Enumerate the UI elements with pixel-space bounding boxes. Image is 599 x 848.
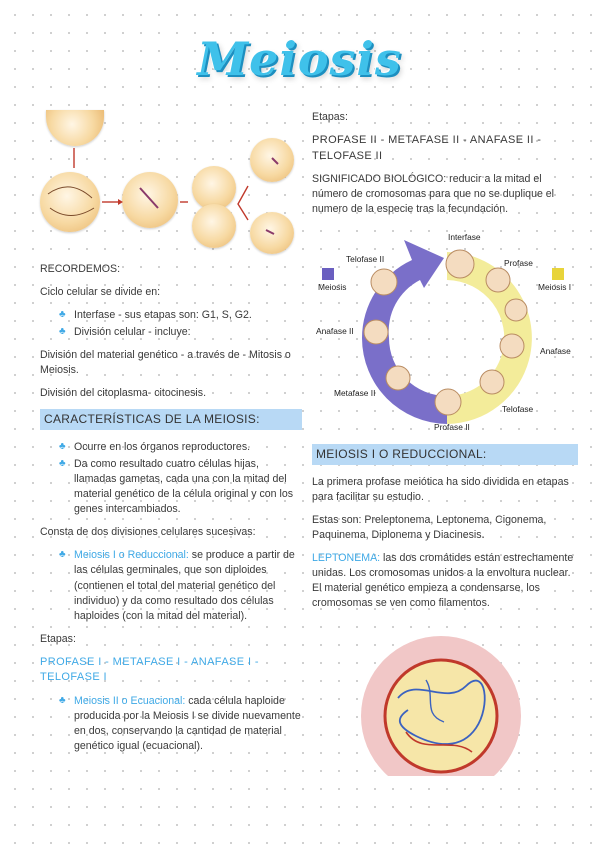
division-citoplasma-text: División del citoplasma- citocinesis. xyxy=(40,387,207,400)
club-bullet-icon: ♣ xyxy=(59,549,66,561)
consta-text: Consta de dos divisiones celulares sucesivas: xyxy=(40,526,256,539)
left-column xyxy=(40,262,302,762)
meiosis2-term: Meiosis II o Ecuacional: xyxy=(74,694,186,707)
club-bullet-icon: ♣ xyxy=(59,441,66,453)
list-item: ♣ Ocurre en los órganos reproductores. xyxy=(59,441,251,454)
division-material-text: División del material genético - a través de - Mitosis o Meiosis. xyxy=(40,349,291,377)
leptonema-text: LEPTONEMA: las dos cromátides están estrechamente unidas. Los cromosomas unidos a la envoltura nuclear. El material genético empieza a condensarse, los cromosomas se ven como filamentos. xyxy=(312,552,574,610)
cycle-label-telofase-ii: Telofase II xyxy=(346,254,385,264)
cycle-label-anafase-ii: Anafase II xyxy=(316,326,354,336)
club-bullet-icon: ♣ xyxy=(59,326,66,338)
club-bullet-icon: ♣ xyxy=(59,309,66,321)
caracteristicas-heading: CARACTERÍSTICAS DE LA MEIOSIS: xyxy=(40,409,302,430)
cells-arrows-svg xyxy=(40,108,298,258)
leptonema-svg xyxy=(326,636,556,776)
meiosis1-term: Meiosis I o Reduccional: xyxy=(74,549,189,562)
list-item: ♣ División celular - incluye: xyxy=(59,326,191,339)
meiosis2-list xyxy=(40,694,302,754)
list-item xyxy=(40,694,302,754)
page-title: Meiosis xyxy=(197,32,402,86)
list-item: ♣ Da como resultado cuatro células hijas, llamadas gametas, cada una con la mitad del material genético de la célula original y con los genes intercambiados. xyxy=(59,458,294,516)
cycle-label-metafase-ii: Metafase II xyxy=(334,388,376,398)
etapas1-text: PROFASE I - METAFASE I - ANAFASE I - TELOFASE I xyxy=(40,655,259,684)
primera-text: La primera profase meiótica ha sido dividida en etapas para facilitar su estudio. xyxy=(312,476,569,504)
list-item: ♣ Interfase - sus etapas son: G1, S, G2. xyxy=(59,309,252,322)
recordemos-label: RECORDEMOS: xyxy=(40,263,121,275)
ciclo-text: Ciclo celular se divide en: xyxy=(40,286,161,299)
caracteristicas-list xyxy=(40,440,302,517)
estas-text: Estas son: Preleptonema, Leptonema, Cigonema, Paquinema, Diplonema y Diacinesis. xyxy=(312,514,547,542)
meiosis1-text: se produce a partir de las células germinales, que son diploides (contienen el total del material genético del individuo) y da como resultado dos células haploides (con la mitad del material). xyxy=(74,549,295,622)
cycle-label-anafase: Anafase xyxy=(540,346,571,356)
club-bullet-icon: ♣ xyxy=(59,694,66,706)
significado-term: SIGNIFICADO BIOLÓGICO: xyxy=(312,173,447,186)
reduccional-heading: MEIOSIS I O REDUCCIONAL: xyxy=(312,444,578,465)
right-column-top xyxy=(312,110,574,225)
significado-text: SIGNIFICADO BIOLÓGICO: reducir a la mitad el número de cromosomas para que no se duplique el numero de la especie tras la fecundación. xyxy=(312,173,555,216)
cycle-label-interfase: Interfase xyxy=(448,232,481,242)
cycle-label-profase-ii: Profase II xyxy=(434,422,470,432)
meiosis2-text: cada célula haploide producida por la Meiosis I se divide nuevamente en dos, conservando la cantidad de material genético igual (ecuacional). xyxy=(74,694,301,752)
cycle-label-meiosis: Meiosis xyxy=(318,282,347,292)
meiosis-cycle-diagram xyxy=(316,230,578,440)
etapas-label-left: Etapas: xyxy=(40,632,76,645)
leptonema-cell-illustration xyxy=(326,636,556,776)
etapas2-text: PROFASE II - METAFASE II - ANAFASE II - TELOFASE II xyxy=(312,134,542,162)
club-bullet-icon: ♣ xyxy=(59,458,66,470)
list-item xyxy=(40,548,302,623)
meiosis-cells-illustration xyxy=(40,108,298,258)
ciclo-list xyxy=(40,308,302,340)
right-column-bottom xyxy=(312,438,578,619)
cycle-label-meiosis-i: Meiosis I xyxy=(538,282,572,292)
cycle-label-telofase: Telofase xyxy=(502,404,534,414)
etapas-label-right: Etapas: xyxy=(312,111,348,123)
meiosis1-list xyxy=(40,548,302,623)
cycle-label-profase: Profase xyxy=(504,258,533,268)
leptonema-term: LEPTONEMA: xyxy=(312,552,381,565)
